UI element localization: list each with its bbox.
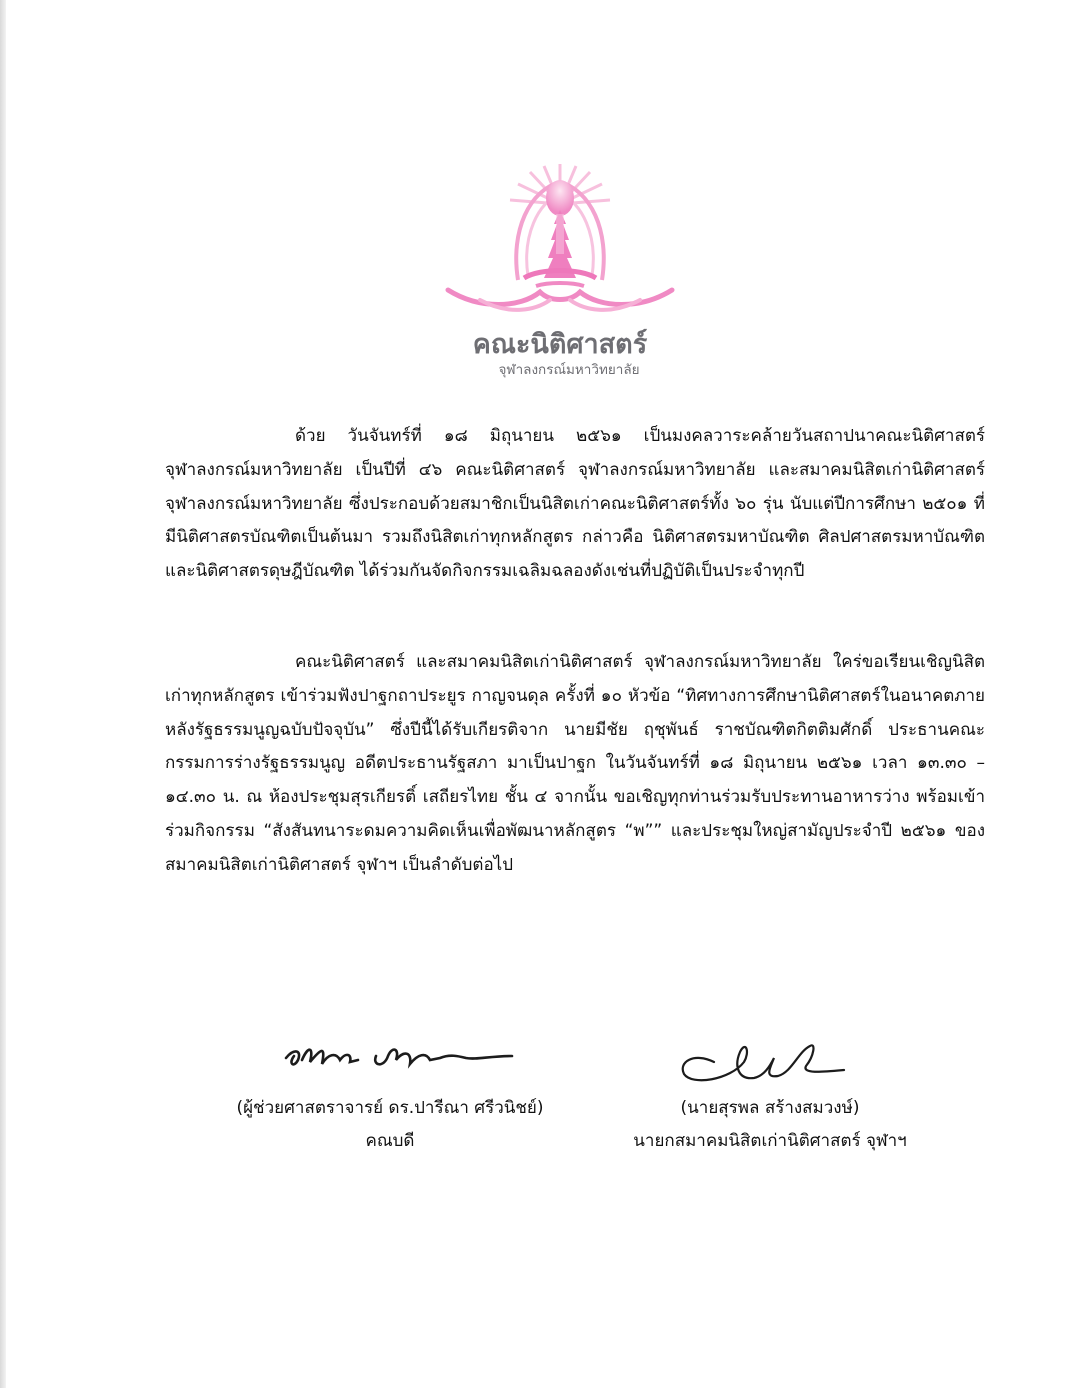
letter-paragraph-1: ด้วย วันจันทร์ที่ ๑๘ มิถุนายน ๒๕๖๑ เป็นมงคลวาระคล้ายวันสถาปนาคณะนิติศาสตร์ จุฬาลงกรณ์มหาวิทยาลัย เป็นปีที่ ๔๖ คณะนิติศาสตร์ จุฬาลงกรณ์มหาวิทยาลัย และสมาคมนิสิตเก่านิติศาสตร์ จุฬาลงกรณ์มหาวิทยาลัย ซึ่งประกอบด้วยสมาชิกเป็นนิสิตเก่าคณะนิติศาสตร์ทั้ง ๖๐ รุ่น นับแต่ปีการศึกษา ๒๕๐๑ ที่มีนิติศาสตรบัณฑิตเป็นต้นมา รวมถึงนิสิตเก่าทุกหลักสูตร กล่าวคือ นิติศาสตรมหาบัณฑิต ศิลปศาสตรมหาบัณฑิต และนิติศาสตรดุษฎีบัณฑิต ได้ร่วมกันจัดกิจกรรมเฉลิมฉลองดังเช่นที่ปฏิบัติเป็นประจำทุกปี — [165, 426, 985, 582]
dean-position: คณบดี — [365, 1131, 415, 1151]
letter-paragraph-2: คณะนิติศาสตร์ และสมาคมนิสิตเก่านิติศาสตร์ จุฬาลงกรณ์มหาวิทยาลัย ใคร่ขอเรียนเชิญนิสิตเก่าทุกหลักสูตร เข้าร่วมฟังปาฐกถาประยูร กาญจนดุล ครั้งที่ ๑๐ หัวข้อ “ทิศทางการศึกษานิติศาสตร์ในอนาคตภายหลังรัฐธรรมนูญฉบับปัจจุบัน” ซึ่งปีนี้ได้รับเกียรติจาก นายมีชัย ฤชุพันธ์ ราชบัณฑิตกิตติมศักดิ์ ประธานคณะกรรมการร่างรัฐธรรมนูญ อดีตประธานรัฐสภา มาเป็นปาฐก ในวันจันทร์ที่ ๑๘ มิถุนายน ๒๕๖๑ เวลา ๑๓.๓๐ – ๑๔.๓๐ น. ณ ห้องประชุมสุรเกียรติ์ เสถียรไทย ชั้น ๔ จากนั้น ขอเชิญทุกท่านร่วมรับประทานอาหารว่าง พร้อมเข้าร่วมกิจกรรม “สังสันทนาระดมความคิดเห็นเพื่อพัฒนาหลักสูตร “พ”” และประชุมใหญ่สามัญประจำปี ๒๕๖๑ ของสมาคมนิสิตเก่านิติศาสตร์ จุฬาฯ เป็นลำดับต่อไป — [165, 652, 985, 875]
dean-name: (ผู้ช่วยศาสตราจารย์ ดร.ปารีณา ศรีวนิชย์) — [236, 1098, 544, 1118]
dean-signature-block — [200, 1092, 580, 1158]
president-signature-block — [600, 1092, 940, 1158]
page-left-edge — [0, 0, 6, 1388]
president-name: (นายสุรพล สร้างสมวงษ์) — [680, 1098, 860, 1118]
logo-title: คณะนิติศาสตร์ — [472, 329, 648, 360]
phra-kiao-emblem-icon — [440, 160, 680, 320]
dean-signature — [280, 1030, 520, 1080]
president-signature — [674, 1032, 854, 1092]
president-position: นายกสมาคมนิสิตเก่านิติศาสตร์ จุฬาฯ — [633, 1131, 907, 1151]
faculty-logo — [440, 160, 680, 380]
logo-subtitle: จุฬาลงกรณ์มหาวิทยาลัย — [498, 362, 640, 378]
